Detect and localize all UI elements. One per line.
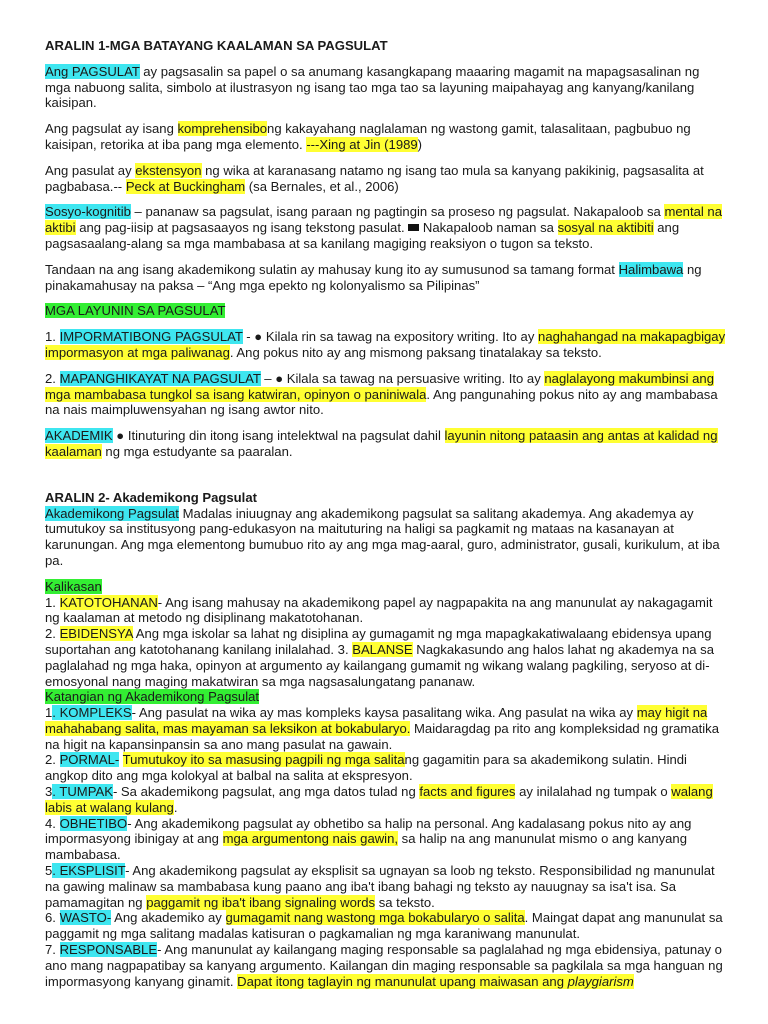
paragraph-text: ng pinakamahusay na paksa – “Ang mga epekto ng kolonyalismo sa Pilipinas” xyxy=(45,261,702,293)
katangian-item-2 xyxy=(45,752,728,784)
katangian-item-5 xyxy=(45,863,728,910)
term-highlight: ekstensyon xyxy=(135,162,202,178)
term-highlight: IMPORMATIBONG PAGSULAT xyxy=(59,329,243,345)
paragraph-text: sa teksto. xyxy=(375,894,435,910)
term-highlight: MAPANGHIKAYAT NA PAGSULAT xyxy=(59,370,261,386)
aralin1-paragraph-pagsulat xyxy=(45,64,728,111)
paragraph-text: – ● Kilala sa tawag na persuasive writing. Ito ay xyxy=(260,370,545,386)
item-number: 5 xyxy=(45,863,53,879)
paragraph-text: - Ang manunulat ay kailangang maging responsable sa paglalahad ng mga ebidensiya, patunay o ano mang nagpapatibay sa kanyang argumento. Kailangan din maging responsable sa pagkilala sa mga hanguan ng impormasyong kanyang ginamit. xyxy=(45,942,723,989)
term-highlight: EBIDENSYA xyxy=(59,626,133,642)
paragraph-text: Ang pasulat ay xyxy=(45,162,136,178)
kalikasan-item-1 xyxy=(45,595,728,627)
term-highlight: may higit na mahahabang salita, mas mayaman sa leksikon at bokabularyo. xyxy=(45,705,708,736)
katangian-item-6 xyxy=(45,910,728,942)
paragraph-text: ng mga estudyante sa paaralan. xyxy=(101,443,293,459)
paragraph-text: . Maingat dapat ang manunulat sa paggamit ng mga salitang madalas katisuran o pagkamalian ng mga karaniwang manunulat. xyxy=(45,910,723,942)
term-highlight: facts and figures xyxy=(419,784,516,800)
term-highlight: playgiarism xyxy=(567,973,634,989)
paragraph-text: Ang mga iskolar sa lahat ng disiplina ay gumagamit ng mga mapagkakatiwalaang ebidensya upang suportahan ang katotohanang kanilang inilalahad. 3. xyxy=(45,626,712,657)
citation-highlight: Peck at Buckingham xyxy=(125,178,246,194)
item-number: 1. xyxy=(45,329,60,345)
paragraph-text: (sa Bernales, et al., 2006) xyxy=(245,178,399,194)
term-highlight: KATOTOHANAN xyxy=(59,594,158,610)
layunin-item-akademik xyxy=(45,428,728,460)
kalikasan-item-2 xyxy=(45,626,728,689)
paragraph-text: - Ang akademikong pagsulat ay eksplisit sa ugnayan sa loob ng teksto. Responsibilidad ng manunulat na gawing malinaw sa mambabasa kung paano ang iba't ibang bahagi ng teksto ay nauugnay sa isa't isa. Sa pamamagitan ng xyxy=(45,863,715,910)
paragraph-text: . Ang pokus nito ay ang mismong paksang tinatalakay sa teksto. xyxy=(229,344,602,360)
item-number: 6. xyxy=(45,910,60,926)
term-highlight: WASTO- xyxy=(59,910,112,926)
term-highlight: . TUMPAK xyxy=(52,784,113,800)
item-number: 7. xyxy=(45,942,60,958)
katangian-item-1 xyxy=(45,705,728,752)
paragraph-text: ay inilalahad ng tumpak o xyxy=(515,784,672,800)
paragraph-text: ● Itinuturing din itong isang intelektwal na pagsulat dahil xyxy=(112,428,445,444)
paragraph-text: ang pag-iisip at pagsasaayos ng isang tekstong pasulat. xyxy=(75,220,409,236)
paragraph-text: ng kakayahang naglalaman ng wastong gamit, talasalitaan, pagbubuo ng kaisipan, retorika at iba pang mga elemento. xyxy=(45,121,691,152)
section-heading: Kalikasan xyxy=(45,578,102,594)
aralin1-paragraph-xing-jin xyxy=(45,121,728,153)
term-highlight: OBHETIBO xyxy=(59,815,128,831)
term-highlight: . KOMPLEKS xyxy=(52,705,132,721)
item-number: 3 xyxy=(45,784,53,800)
paragraph-text: ang pagsasaalang-alang sa mga mambabasa at sa kanilang magiging reaksiyon o tugon sa teksto. xyxy=(45,220,680,251)
aralin1-paragraph-tandaan xyxy=(45,262,728,294)
item-number: 4. xyxy=(45,815,60,831)
paragraph-text: ) xyxy=(417,136,423,152)
aralin1-paragraph-ekstensyon xyxy=(45,163,728,195)
term-highlight: RESPONSABLE xyxy=(59,942,158,958)
paragraph-text: sa halip na ang manunulat mismo o ang kanyang mambabasa. xyxy=(45,831,687,863)
item-number: 2. xyxy=(45,752,60,768)
paragraph-text: . xyxy=(173,799,178,815)
section-heading: Katangian ng Akademikong Pagsulat xyxy=(45,689,260,705)
item-number: 2. xyxy=(45,370,60,386)
paragraph-text: ng gagamitin para sa akademikong sulatin. Hindi angkop dito ang mga kolokyal at balbal na salita at ekspresyon. xyxy=(45,752,687,784)
paragraph-text: Ang akademiko ay xyxy=(111,910,226,926)
term-highlight: walang labis at walang kulang xyxy=(45,784,713,815)
paragraph-text: Nagkakasundo ang halos lahat ng akademya na sa paglalahad ng mga haka, opinyon at argumento ay kailangang gumamit ng wikang walang pagkiling, seryoso at di-emosyonal nang maging makatwiran sa mga nagsasalungatang pananaw. xyxy=(45,641,714,689)
kalikasan-heading xyxy=(45,579,728,595)
term-highlight: . EKSPLISIT xyxy=(52,863,126,879)
paragraph-text: - Ang pasulat na wika ay mas kompleks kaysa pasalitang wika. Ang pasulat na wika ay xyxy=(131,705,637,721)
katangian-item-3 xyxy=(45,784,728,816)
term-highlight: komprehensibo xyxy=(177,121,268,137)
paragraph-text: Nakapaloob naman sa xyxy=(419,220,558,236)
layunin-item-1 xyxy=(45,329,728,361)
item-number: 1 xyxy=(45,705,53,721)
paragraph-text: Maidaragdag pa rito ang kompleksidad ng gramatika na higit na kapansinpansin sa ano mang pasulat na gawain. xyxy=(45,720,719,752)
section-heading: MGA LAYUNIN SA PAGSULAT xyxy=(45,303,226,319)
layunin-item-2 xyxy=(45,371,728,418)
paragraph-text: - ● Kilala rin sa tawag na expository writing. Ito ay xyxy=(242,329,539,345)
term-highlight: AKADEMIK xyxy=(45,428,113,444)
citation-highlight: ---Xing at Jin (1989 xyxy=(306,136,418,152)
paragraph-text: Madalas iniuugnay ang akademikong pagsulat sa salitang akademya. Ang akademya ay tumutukoy sa institusyong pang-edukasyon na maituturing na haligi sa pagkamit ng mataas na kasanayan at karunungan. Ang mga elementong bumubuo rito ay ang mga mag-aaral, guro, administrator, gusali, kurikulum, at iba pa. xyxy=(45,505,720,568)
aralin2-title: ARALIN 2- Akademikong Pagsulat xyxy=(45,489,257,505)
paragraph-text: Tandaan na ang isang akademikong sulatin ay mahusay kung ito ay sumusunod sa tamang format xyxy=(45,261,619,277)
aralin1-title: ARALIN 1-MGA BATAYANG KAALAMAN SA PAGSULAT xyxy=(45,38,388,53)
term-highlight: Halimbawa xyxy=(618,261,684,277)
term-highlight: naghahangad na makapagbigay impormasyon at mga paliwanag xyxy=(45,329,726,360)
paragraph-text: Ang pagsulat ay isang xyxy=(45,121,178,137)
term-highlight: BALANSE xyxy=(352,641,413,657)
term-highlight: gumagamit nang wastong mga bokabularyo o salita xyxy=(225,910,525,926)
term-highlight: Akademikong Pagsulat xyxy=(45,505,179,521)
item-number: 2. xyxy=(45,626,60,642)
black-square-icon xyxy=(408,224,419,231)
paragraph-text: – pananaw sa pagsulat, isang paraan ng pagtingin sa proseso ng pagsulat. Nakapaloob sa xyxy=(130,204,665,220)
term-highlight: Sosyo-kognitib xyxy=(45,204,131,220)
term-highlight: layunin nitong pataasin ang antas at kalidad ng kaalaman xyxy=(45,428,718,459)
paragraph-text: - Sa akademikong pagsulat, ang mga datos tulad ng xyxy=(112,784,420,800)
term-highlight: Dapat itong taglayin ng manunulat upang maiwasan ang xyxy=(237,973,568,989)
term-highlight: mental na aktibi xyxy=(45,204,722,236)
term-highlight: sosyal na aktibiti xyxy=(557,220,654,236)
term-highlight: paggamit ng iba't ibang signaling words xyxy=(146,894,376,910)
term-highlight: mga argumentong nais gawin, xyxy=(222,831,399,847)
katangian-heading xyxy=(45,689,728,705)
term-highlight: naglalayong makumbinsi ang mga mambabasa tungkol sa isang katwiran, opinyon o paniniwala xyxy=(45,370,714,402)
paragraph-text: ng wika at karanasang natamo ng isang tao mula sa kanyang pakikinig, pagsasalita at pagbabasa.-- xyxy=(45,162,704,194)
paragraph-text: ay pagsasalin sa papel o sa anumang kasangkapang maaaring magamit na mapagsasalinan ng mga nabuong salita, simbolo at ilustrasyon ng isang tao mga tao sa layuning maipahayag ang kanyang/kanilang kaisipan. xyxy=(45,63,700,111)
aralin2-intro xyxy=(45,506,728,569)
term-highlight: Ang PAGSULAT xyxy=(45,63,140,79)
paragraph-text: - Ang akademikong pagsulat ay obhetibo sa halip na personal. Ang kadalasang pokus nito ay ang impormasyong ibinigay at ang xyxy=(45,815,692,847)
item-number: 1. xyxy=(45,594,60,610)
aralin1-paragraph-sosyo-kognitib xyxy=(45,204,728,251)
katangian-item-4 xyxy=(45,816,728,863)
paragraph-text: - Ang isang mahusay na akademikong papel ay nagpapakita na ang manunulat ay nakagagamit ng kaalaman at metodo ng disiplinang makatotohanan. xyxy=(45,594,713,626)
layunin-heading xyxy=(45,303,728,319)
term-highlight: Tumutukoy ito sa masusing pagpili ng mga salita xyxy=(122,752,405,768)
term-highlight: PORMAL- xyxy=(59,752,120,768)
katangian-item-7 xyxy=(45,942,728,989)
paragraph-text: . Ang pangunahing pokus nito ay ang mambabasa na nais maimpluwensyahan ng isang awtor nito. xyxy=(45,386,718,418)
